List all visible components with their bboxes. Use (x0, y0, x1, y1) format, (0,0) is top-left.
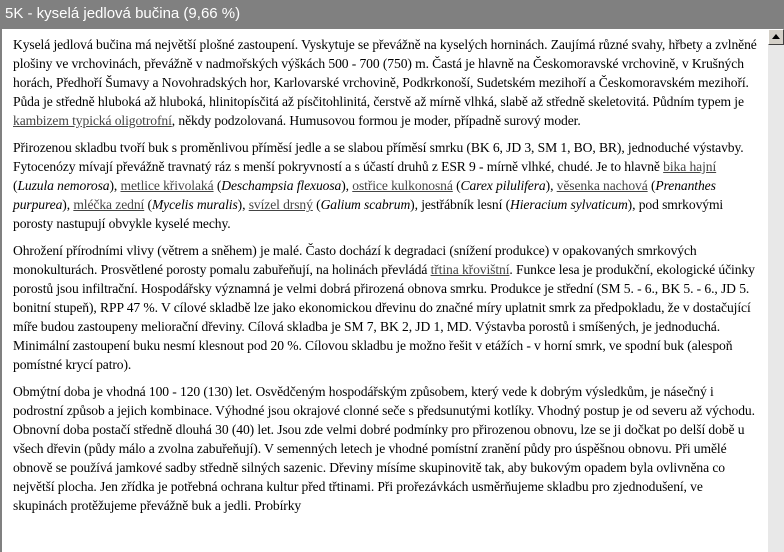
paragraph-text: Kyselá jedlová bučina má největší plošné zastoupení. Vyskytuje se převážně na kyselých horninách. Zaujímá různé svahy, hřbety a zvlněné plošiny ve vrchovinách, převážně v nadmořských výškách 500 - 700 (750) m. Častá je hlavně na Českomoravské vrchovině, v Krušných horách, Předhoří Šumavy a Novohradských hor, Karlovarské vrchovině, Podkrkonoší, Sudetském mezihoří a Českomoravském mezihoří. Půda je středně hluboká až hluboká, hlinitopísčitá až písčitohlinitá, čerstvě až mírně vlhká, slabě až středně skeletovitá. Půdním typem je (13, 37, 757, 109)
triangle-up-icon[interactable] (768, 29, 784, 45)
paragraph-rotation (13, 382, 760, 515)
species-latin-name: Carex pilulifera (460, 178, 546, 193)
species-latin-name: Deschampsia flexuosa (221, 178, 342, 193)
link-kambizem[interactable]: kambizem typická oligotrofní (13, 113, 172, 128)
document-body (2, 29, 768, 515)
link-svizel-drsny[interactable]: svízel drsný (248, 197, 313, 212)
link-mlecka-zedni[interactable]: mléčka zední (73, 197, 145, 212)
paragraph-text: Přirozenou skladbu tvoří buk s proměnlivou příměsí jedle a se slabou příměsí smrku (BK 6, JD 3, SM 1, BO, BR), jednoduché výstavby. Fytocenózy mívají převážně travnatý ráz s menší pokryvností a s účastí druhů z ESR 9 - mírně vlhké, chudé. Je to hlavně (13, 140, 744, 174)
species-latin-name: Mycelis muralis (151, 197, 238, 212)
paragraph-text: , někdy podzolovaná. Humusovou formou je moder, případně surový moder. (171, 113, 581, 128)
window-title: 5K - kyselá jedlová bučina (9,66 %) (0, 0, 784, 27)
species-latin-name: Luzula nemorosa (17, 178, 110, 193)
vertical-scrollbar[interactable] (768, 29, 784, 552)
link-ostrice-kulkonosna[interactable]: ostřice kulkonosná (352, 178, 453, 193)
species-latin-name: Hieracium sylvaticum (510, 197, 628, 212)
link-vesenka-nachova[interactable]: věsenka nachová (556, 178, 648, 193)
paragraph-threats-management (13, 241, 760, 374)
species-latin-name: Galium scabrum (320, 197, 411, 212)
link-bika-hajni[interactable]: bika hajní (663, 159, 717, 174)
link-trtina-krovistni[interactable]: třtina křovištní (430, 262, 510, 277)
paragraph-text: Ohrožení přírodními vlivy (větrem a sněhem) je malé. Často dochází k degradaci (snížení produkce) v opakovaných smrkových monokulturách. Prosvětlené porosty pomalu zabuřeňují, na holinách převládá (13, 243, 697, 277)
link-metlice-krivolaka[interactable]: metlice křivolaká (120, 178, 214, 193)
paragraph-site-description (13, 35, 760, 130)
paragraph-text: . Funkce lesa je produkční, ekologické účinky porostů jsou infiltrační. Hospodářsky významná je velmi dobrá přirozená obnova smrku. Produkce je střední (SM 5. - 6., BK 5. - 6., JD 5. bonitní stupeň), RPP 47 %. V cílové skladbě lze jako ekonomickou dřevinu do značné míry uplatnit smrk za předpokladu, že v dostačující míře budou zastoupeny meliorační dřeviny. Cílová skladba je SM 7, BK 2, JD 1, MD. Výstavba porostů i smíšených, je jednoduchá. Minimální zastoupení buku nesmí klesnout pod 20 %. Cílovou skladbu je možno řešit v etážích - v horní smrk, ve spodní buk (alespoň pomístné krycí patro). (13, 262, 755, 372)
paragraph-composition: Přirozenou skladbu tvoří buk s proměnlivou příměsí jedle a se slabou příměsí smrku (BK 6, JD 3, SM 1, BO, BR), jednoduché výstavby. Fytocenózy mívají převážně travnatý ráz s menší pokryvností a s účastí druhů z ESR 9 - mírně vlhké, chudé. Je to hlavně bika hajní (Luzula nemorosa), metlice křivolaká (Deschampsia flexuosa), ostřice kulkonosná (Carex pilulifera), věsenka nachová (Prenanthes purpurea), mléčka zední (Mycelis muralis), svízel drsný (Galium scabrum), jestřábník lesní (Hieracium sylvaticum), pod smrkovými porosty nastupují obvykle kyselé mechy. (13, 140, 744, 231)
paragraph-text: Obmýtní doba je vhodná 100 - 120 (130) let. Osvědčeným hospodářským způsobem, který vede k dobrým výsledkům, je násečný i podrostní způsob a jejich kombinace. Výhodné jsou okrajové clonné seče s předsunutými kotlíky. Vhodný postup je od severu až východu. Obnovní doba postačí středně dlouhá 30 (40) let. Jsou zde velmi dobré podmínky pro přirozenou obnovu, lze se ji dočkat po delší době u všech dřevin (půdy málo a zvolna zabuřeňují). V semenných letech je vhodné pomístní zranění půdy pro úspěšnou obnovu. Při umělé obnově se používá jamkové sadby středně silných sazenic. Dřeviny mísíme skupinovitě tak, aby bukovým opadem byla ovlivněna co největší plocha. Jen zřídka je potřebná ochrana kultur před třtinami. Při prořezávkách usměrňujeme skladbu pro zjednodušení, ve skupinách protěžujeme převážně buk a jedli. Probírky (13, 384, 755, 513)
document-pane (2, 29, 768, 552)
species-latin-name: Prenanthes purpurea (13, 178, 716, 212)
